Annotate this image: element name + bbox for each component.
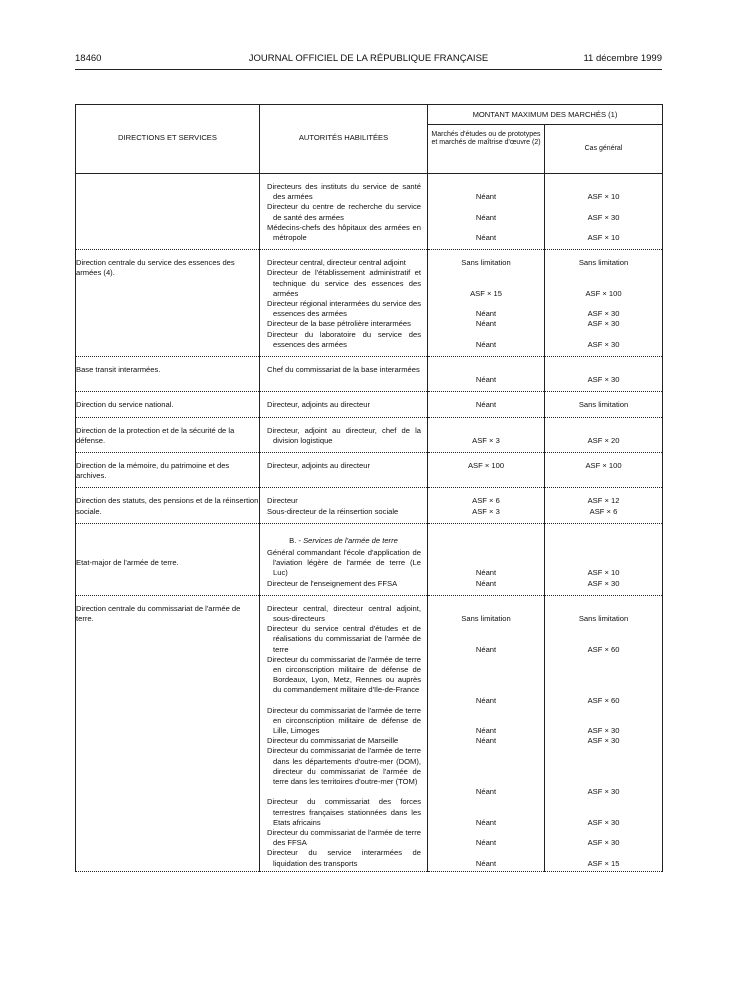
general-value: ASF × 60 [587,644,620,654]
general-value: ASF × 30 [587,787,620,797]
table-row [76,595,663,871]
section-b-prefix: B. - [289,535,301,545]
etudes-value: Néant [475,212,497,222]
etudes-value: Néant [475,578,497,588]
authority-entry [260,268,427,299]
direction-cell [76,392,260,417]
general-value: ASF × 10 [587,568,620,578]
header-directions: DIRECTIONS ET SERVICES [76,105,260,174]
header-marches-etudes: Marchés d'études ou de prototypes et marchés de maîtrise d'œuvre (2) [428,125,545,174]
general-cell [545,452,663,487]
direction-cell [76,523,260,595]
authority-entry [260,461,427,471]
table-row [76,356,663,391]
authority-text: Directeur du service central d'études et de réalisations du commissariat de l'armée de terre [267,624,421,654]
general-cell [545,356,663,391]
authority-text: Directeur central, directeur central adjoint, sous-directeurs [267,603,421,623]
authority-text: Directeur du service interarmées de liquidation des transports [267,848,421,868]
direction-cell [76,488,260,523]
authority-entry [260,655,427,706]
authorities-cell [260,392,428,417]
etudes-value: Néant [475,695,497,705]
etudes-value: ASF × 6 [472,496,500,506]
direction-name: Etat-major de l'armée de terre. [76,558,179,568]
general-cell [545,250,663,357]
procurement-authority-table [75,104,663,872]
general-cell [545,488,663,523]
etudes-cell [428,417,545,452]
general-value: ASF × 60 [587,695,620,705]
authority-text: Médecins-chefs des hôpitaux des armées en métropole [267,222,421,242]
general-value: ASF × 30 [587,838,620,848]
authority-entry [260,828,427,848]
authority-text: Directeur de la base pétrolière interarmées [267,319,411,329]
direction-cell [76,417,260,452]
authority-text: Chef du commissariat de la base interarmées [267,364,420,374]
etudes-cell [428,595,545,871]
etudes-value: Néant [475,309,497,319]
table-row [76,523,663,595]
header-autorites: AUTORITÉS HABILITÉES [260,105,428,174]
authority-entry [260,848,427,868]
authority-entry [260,548,427,579]
general-value: Sans limitation [578,258,629,268]
etudes-value: Néant [475,787,497,797]
etudes-value: Néant [475,319,497,329]
etudes-value: Néant [475,644,497,654]
etudes-value: Néant [475,838,497,848]
authority-entry [260,426,427,446]
authority-entry [260,797,427,828]
section-b-text: Services de l'armée de terre [303,535,398,545]
authorities-cell [260,417,428,452]
authority-entry [260,400,427,410]
general-cell [545,523,663,595]
general-value: ASF × 30 [587,339,620,349]
table-row [76,452,663,487]
general-value: ASF × 30 [587,726,620,736]
general-cell [545,174,663,250]
general-value: ASF × 12 [587,496,620,506]
general-cell [545,392,663,417]
header-montant-maximum: MONTANT MAXIMUM DES MARCHÉS (1) [428,105,663,125]
header-cas-general: Cas général [545,125,663,174]
etudes-cell [428,452,545,487]
authority-text: Directeur du commissariat de Marseille [267,736,399,746]
authority-entry [260,706,427,737]
etudes-value: Néant [475,192,497,202]
authority-text: Directeur du commissariat des forces terrestres françaises stationnées dans les Etats africains [267,797,421,827]
authority-text: Général commandant l'école d'application de l'aviation légère de l'armée de terre (Le Luc) [267,547,421,578]
authority-text: Directeur [267,496,298,506]
authority-text: Directeur, adjoints au directeur [267,400,370,410]
general-value: ASF × 30 [587,319,620,329]
etudes-value: Néant [475,568,497,578]
direction-name: Direction centrale du commissariat de l'armée de terre. [76,603,241,623]
authority-entry [260,496,427,506]
direction-name: Direction de la mémoire, du patrimoine et des archives. [76,460,230,481]
authority-entry [260,746,427,797]
authority-text: Directeur du centre de recherche du service de santé des armées [267,202,421,222]
authority-text: Directeur du commissariat de l'armée de terre des FFSA [267,828,421,848]
etudes-value: Néant [475,400,497,410]
general-value: ASF × 30 [587,578,620,588]
authority-entry [260,182,427,202]
table-row [76,250,663,357]
etudes-cell [428,488,545,523]
etudes-value: ASF × 3 [472,506,500,516]
authority-entry [260,365,427,385]
general-cell [545,595,663,871]
direction-cell [76,452,260,487]
authority-entry [260,299,427,319]
etudes-cell [428,356,545,391]
authority-entry [260,223,427,243]
authorities-cell [260,488,428,523]
authorities-cell [260,595,428,871]
authority-text: Directeur de l'établissement administratif et technique du service des essences des armées [267,268,421,298]
authority-entry [260,624,427,655]
header-rule [75,69,662,70]
section-b-title [260,532,427,548]
authority-entry [260,330,427,350]
authority-text: Directeur du commissariat de l'armée de terre dans les départements d'outre-mer (DOM), directeur du commissariat de l'armée de terre dans les territoires d'outre-mer (TOM) [267,746,421,787]
general-value: ASF × 30 [587,375,620,385]
etudes-value: Néant [475,726,497,736]
authority-text: Directeurs des instituts du service de santé des armées [267,182,421,202]
direction-name: Direction de la protection et de la sécurité de la défense. [76,425,235,445]
authority-entry [260,319,427,329]
general-cell [545,417,663,452]
direction-cell [76,174,260,250]
etudes-value: Néant [475,817,497,827]
general-value: ASF × 30 [587,212,620,222]
general-value: ASF × 15 [587,858,620,868]
etudes-value: Sans limitation [461,258,511,268]
authority-text: Directeur de l'enseignement des FFSA [267,578,398,588]
general-value: Sans limitation [578,613,629,623]
direction-cell [76,356,260,391]
table-row [76,417,663,452]
general-value: ASF × 30 [587,736,620,746]
general-value: ASF × 30 [587,309,620,319]
etudes-value: Néant [475,736,497,746]
etudes-value: ASF × 100 [467,460,505,470]
authority-entry [260,736,427,746]
etudes-cell [428,250,545,357]
general-value: ASF × 20 [587,435,620,445]
page-number: 18460 [75,53,102,64]
direction-name: Base transit interarmées. [76,364,161,374]
authority-entry [260,604,427,624]
direction-cell [76,250,260,357]
etudes-value: Néant [475,858,497,868]
authority-text: Directeur du commissariat de l'armée de terre en circonscription militaire de défense de Bordeaux, Lyon, Metz, Rennes ou auprès du commandement militaire d'Ile-de-France [267,654,421,695]
authorities-cell [260,356,428,391]
general-value: ASF × 100 [585,288,622,298]
authority-text: Sous-directeur de la réinsertion sociale [267,506,399,516]
direction-name: Direction des statuts, des pensions et de la réinsertion sociale. [76,496,259,516]
general-value: ASF × 10 [587,233,620,242]
general-value: ASF × 30 [587,817,620,827]
direction-cell [76,595,260,871]
authority-entry [260,258,427,268]
authorities-cell [260,452,428,487]
etudes-cell [428,392,545,417]
etudes-cell [428,174,545,250]
journal-title: JOURNAL OFFICIEL DE LA RÉPUBLIQUE FRANÇAISE [248,53,489,64]
etudes-value: Néant [475,233,497,242]
etudes-value: Sans limitation [461,613,511,623]
table-row [76,488,663,523]
authority-text: Directeur, adjoints au directeur [267,460,370,470]
general-value: Sans limitation [578,400,629,410]
etudes-value: Néant [475,339,497,349]
authority-entry [260,507,427,517]
general-value: ASF × 10 [587,192,620,202]
authority-text: Directeur, adjoint au directeur, chef de la division logistique [267,425,421,445]
authority-text: Directeur du commissariat de l'armée de terre en circonscription militaire de défense de Lille, Limoges [267,705,421,736]
authority-entry [260,579,427,589]
authorities-cell [260,523,428,595]
etudes-value: ASF × 15 [470,288,502,298]
table-row [76,174,663,250]
direction-name: Direction centrale du service des essences des armées (4). [76,258,235,278]
general-value: ASF × 6 [589,506,618,516]
general-value: ASF × 100 [585,460,622,470]
authorities-cell [260,174,428,250]
direction-name: Direction du service national. [76,400,174,410]
authority-text: Directeur central, directeur central adjoint [267,258,406,268]
authority-entry [260,202,427,222]
issue-date: 11 décembre 1999 [583,53,662,64]
authority-text: Directeur du laboratoire du service des essences des armées [267,329,421,349]
table-row [76,392,663,417]
authorities-cell [260,250,428,357]
etudes-value: ASF × 3 [472,435,500,445]
page-header [75,53,662,67]
authority-text: Directeur régional interarmées du service des essences des armées [267,298,421,319]
etudes-value: Néant [475,375,497,385]
etudes-cell [428,523,545,595]
